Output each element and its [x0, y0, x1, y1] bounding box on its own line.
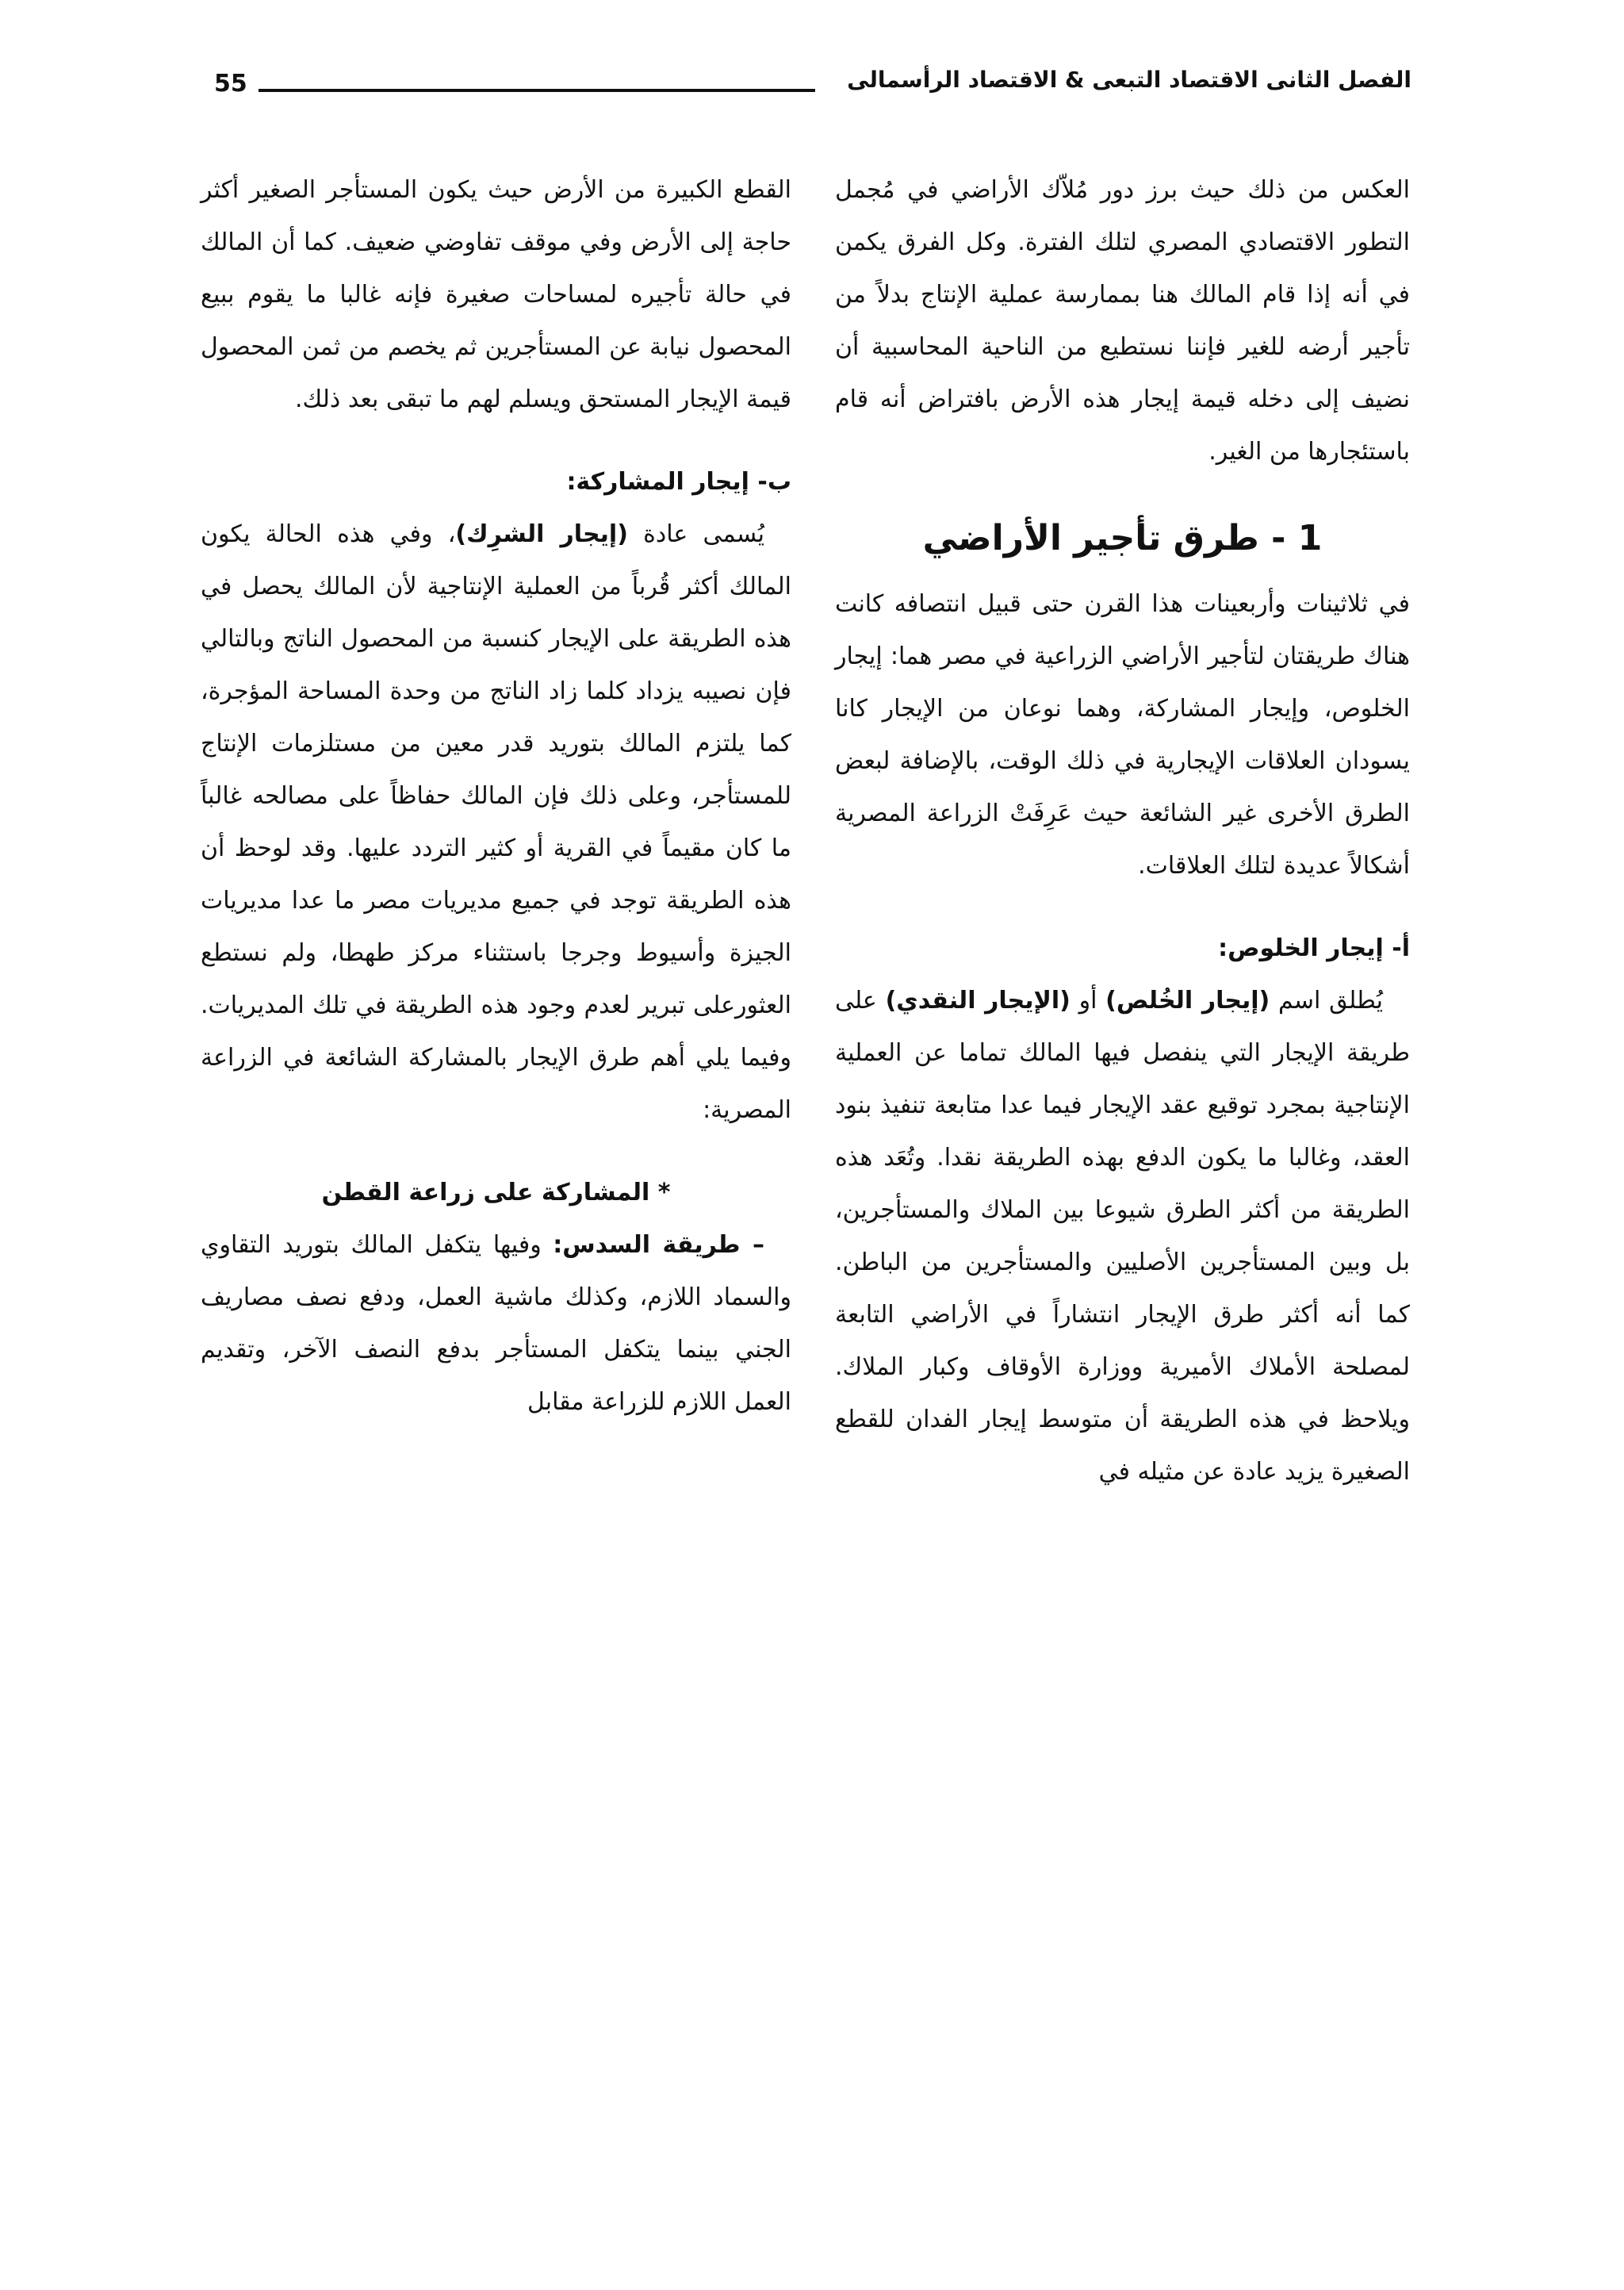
running-header: [214, 62, 1411, 109]
text-run: يُسمى عادة: [627, 520, 764, 548]
bold-term: (إيجار الخُلص): [1105, 987, 1270, 1015]
bold-term: – طريقة السدس:: [553, 1231, 765, 1259]
chapter-title: الفصل الثانى الاقتصاد التبعى & الاقتصاد الرأسمالى: [847, 67, 1411, 93]
header-rule: [259, 89, 815, 92]
bold-term: (الإيجار النقدي): [885, 987, 1071, 1015]
paragraph: في ثلاثينات وأربعينات هذا القرن حتى قبيل انتصافه كانت هناك طريقتان لتأجير الأراضي الزراعية في مصر هما: إيجار الخلوص، وإيجار المشاركة، وهما نوعان من الإيجار كانا يسودان العلاقات الإيجارية في ذلك الوقت، بالإضافة لبعض الطرق الأخرى غير الشائعة حيث عَرِفَتْ الزراعة المصرية أشكالاً عديدة لتلك العلاقات.: [835, 590, 1410, 880]
section-heading: 1 - طرق تأجير الأراضي: [922, 518, 1323, 558]
paragraph: [835, 975, 1410, 1498]
right-column: [835, 164, 1410, 1498]
text-run: على طريقة الإيجار التي ينفصل فيها المالك تماما عن العملية الإنتاجية بمجرد توقيع عقد الإيجار فيما عدا متابعة تنفيذ بنود العقد، وغالبا ما يكون الدفع بهذه الطريقة نقدا. وتُعَد هذه الطريقة من أكثر الطرق شيوعا بين الملاك والمستأجرين، بل وبين المستأجرين الأصليين والمستأجرين من الباطن. كما أنه أكثر طرق الإيجار انتشاراً في الأراضي التابعة لمصلحة الأملاك الأميرية ووزارة الأوقاف وكبار الملاك. ويلاحظ في هذه الطريقة أن متوسط إيجار الفدان للقطع الصغيرة يزيد عادة عن مثيله في: [835, 987, 1410, 1486]
paragraph: [201, 508, 791, 1137]
subsection-heading: ب- إيجار المشاركة:: [566, 468, 791, 496]
text-run: ، وفي هذه الحالة يكون المالك أكثر قُرباً من العملية الإنتاجية لأن المالك يحصل في هذه الطريقة على الإيجار كنسبة من المحصول الناتج وبالتالي فإن نصيبه يزداد كلما زاد الناتج من وحدة المساحة المؤجرة، كما يلتزم المالك بتوريد قدر معين من مستلزمات الإنتاج للمستأجر، وعلى ذلك فإن المالك حفاظاً على مصالحه غالباً ما كان مقيماً في القرية أو كثير التردد عليها. وقد لوحظ أن هذه الطريقة توجد في جميع مديريات مصر ما عدا مديريات الجيزة وأسيوط وجرجا باستثناء مركز طهطا، ولم نستطع العثورعلى تبرير لعدم وجود هذه الطريقة في تلك المديريات. وفيما يلي أهم طرق الإيجار بالمشاركة الشائعة في الزراعة المصرية:: [201, 520, 791, 1124]
text-run: يُطلق اسم: [1270, 987, 1384, 1015]
subsection-heading: أ- إيجار الخلوص:: [1218, 934, 1410, 962]
page-number: 55: [214, 70, 247, 98]
paragraph: القطع الكبيرة من الأرض حيث يكون المستأجر الصغير أكثر حاجة إلى الأرض وفي موقف تفاوضي ضعيف. كما أن المالك في حالة تأجيره لمساحات صغيرة فإنه غالبا ما يقوم ببيع المحصول نيابة عن المستأجرين ثم يخصم من ثمن المحصول قيمة الإيجار المستحق ويسلم لهم ما تبقى بعد ذلك.: [201, 176, 791, 413]
left-column: [201, 164, 791, 1429]
paragraph: العكس من ذلك حيث برز دور مُلاّك الأراضي في مُجمل التطور الاقتصادي المصري لتلك الفترة. وكل الفرق يكمن في أنه إذا قام المالك هنا بممارسة عملية الإنتاج بدلاً من تأجير أرضه للغير فإننا نستطيع من الناحية المحاسبية أن نضيف إلى دخله قيمة إيجار هذه الأرض بافتراض أنه قام باستئجارها من الغير.: [835, 176, 1410, 466]
subsection-heading: * المشاركة على زراعة القطن: [321, 1179, 671, 1206]
bold-term: (إيجار الشرِك): [455, 520, 628, 548]
text-run: أو: [1070, 987, 1106, 1015]
text-run: وفيها يتكفل المالك بتوريد التقاوي والسماد اللازم، وكذلك ماشية العمل، ودفع نصف مصاريف الجني بينما يتكفل المستأجر بدفع النصف الآخر، وتقديم العمل اللازم للزراعة مقابل: [201, 1231, 791, 1416]
paragraph: [201, 1219, 791, 1429]
